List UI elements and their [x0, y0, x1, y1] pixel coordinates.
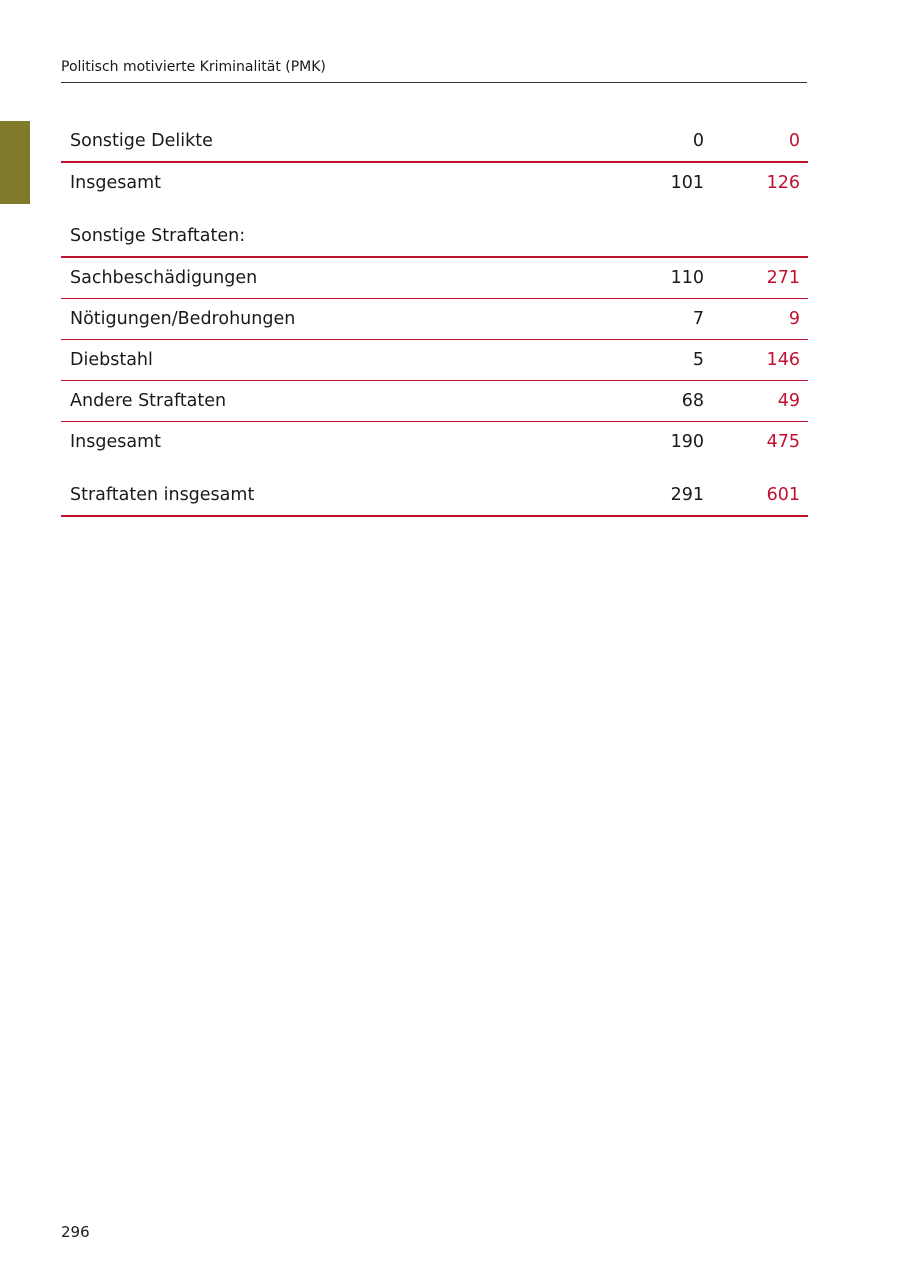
table-row: [61, 381, 808, 422]
table-row: [61, 299, 808, 340]
section-heading: Sonstige Straftaten:: [70, 226, 246, 246]
value-previous-year: 110: [670, 268, 704, 288]
row-label: Sonstige Delikte: [70, 131, 213, 151]
table-row: [61, 121, 808, 163]
row-label: Nötigungen/Bedrohungen: [70, 309, 296, 329]
value-current-year: 126: [766, 173, 800, 193]
row-label: Sachbeschädigungen: [70, 268, 258, 288]
value-current-year: 0: [788, 131, 800, 151]
value-current-year: 9: [788, 309, 800, 329]
value-previous-year: 0: [692, 131, 704, 151]
chapter-side-tab: [0, 121, 30, 204]
value-current-year: 146: [766, 350, 800, 370]
value-previous-year: 101: [670, 173, 704, 193]
value-current-year: 271: [766, 268, 800, 288]
running-header: Politisch motivierte Kriminalität (PMK): [61, 58, 807, 83]
value-previous-year: 68: [681, 391, 704, 411]
table-row-grand-total: [61, 475, 808, 517]
table-row-total: [61, 163, 808, 203]
value-previous-year: 291: [670, 485, 704, 505]
value-previous-year: 190: [670, 432, 704, 452]
row-label: Diebstahl: [70, 350, 153, 370]
value-current-year: 49: [777, 391, 800, 411]
page-number: 296: [61, 1223, 90, 1241]
value-previous-year: 7: [692, 309, 704, 329]
value-current-year: 601: [766, 485, 800, 505]
row-label: Insgesamt: [70, 173, 161, 193]
statistics-table: [61, 121, 808, 517]
value-previous-year: 5: [692, 350, 704, 370]
table-row: [61, 340, 808, 381]
row-label: Insgesamt: [70, 432, 161, 452]
row-label: Andere Straftaten: [70, 391, 227, 411]
value-current-year: 475: [766, 432, 800, 452]
table-row-total: [61, 422, 808, 462]
section-heading-row: [61, 216, 808, 258]
row-label: Straftaten insgesamt: [70, 485, 255, 505]
table-row: [61, 258, 808, 299]
